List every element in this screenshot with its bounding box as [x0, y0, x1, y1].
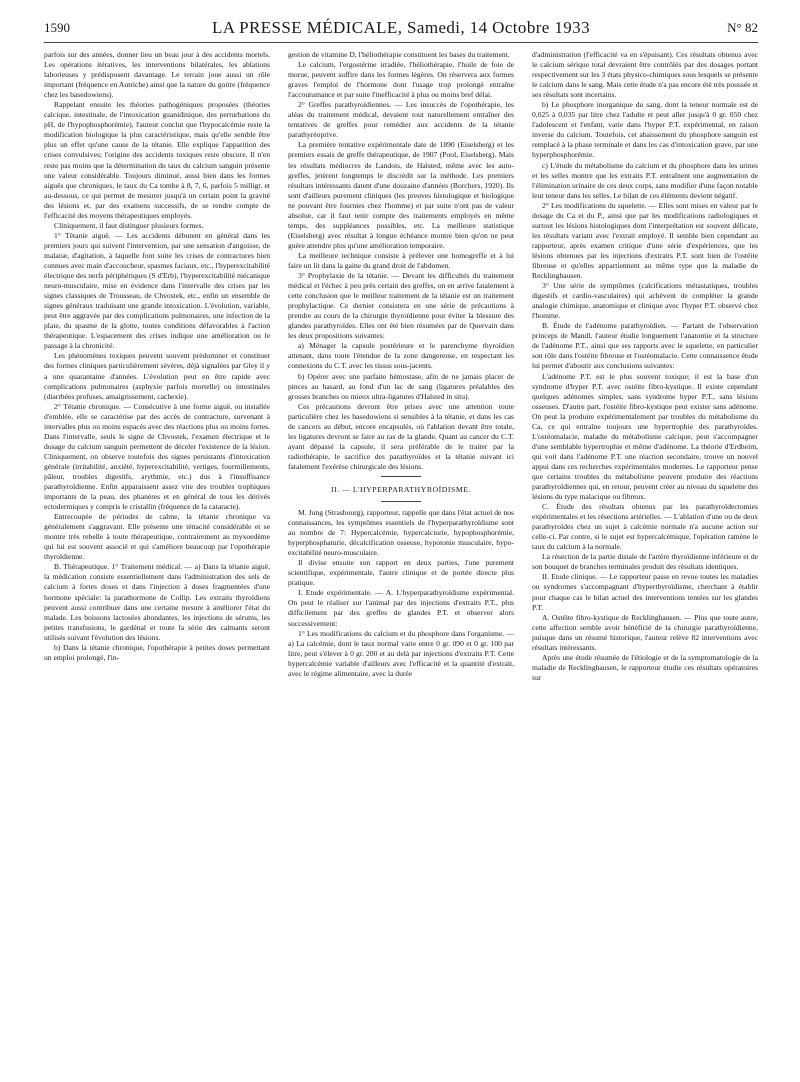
article-body — [44, 50, 758, 1072]
column-3 — [532, 50, 758, 1072]
paragraph: Il divise ensuite son rapport en deux parties, l'une purement scientifique, expérimentale, l'autre clinique et de portée directe plus pratique. — [288, 558, 514, 588]
header-rule — [44, 42, 758, 43]
paragraph: b) Le phosphore inorganique du sang, dont la teneur normale est de 0,025 à 0,035 par litre chez l'adulte et peut aller jusqu'à 0 gr. 050 chez l'adolescent et l'enfant, varie dans l'hyper P.T. expérimental, en raison inverse du calcium. Toutefois, cet abaissement du phosphore sanguin est remplacé à la phase terminale et dans les cas d'intoxication grave, par une hyperphosphorémie. — [532, 100, 758, 160]
paragraph: La meilleure technique consiste à prélever une homogreffe et à lui faire un lit dans la gaine du grand droit de l'abdomen. — [288, 250, 514, 270]
paragraph: B. Thérapeutique. 1° Traitement médical. — a) Dans la tétanie aiguë, la médication consiste essentiellement dans l'administration des sels de calcium à fortes doses et dans l'injection à doses fragmentées d'une hormone spéciale: la parathormone de Collip. Les extraits thyroïdiens peuvent aussi contribuer dans une certaine mesure à améliorer l'état du malade. Les boissons lactosées abondantes, les injections de sérums, les petites transfusions, le gardénal et toute la série des calmants seront utilisés suivant l'évolution des lésions. — [44, 562, 270, 642]
paragraph: Cliniquement, il faut distinguer plusieurs formes. — [54, 220, 204, 230]
paragraph: Les phénomènes toxiques peuvent souvent prédominer et constituer des formes cliniques particulièrement sévères, déjà signalées par Gley il y a une quarantaine d'années. L'évolution peut en être rapide avec complications pulmonaires (asphyxie parfois mortelle) ou intestinales (diarrhées profuses, amaigrissement, cachexie). — [44, 351, 270, 401]
publication-date: Samedi, 14 Octobre 1933 — [407, 18, 590, 37]
paragraph: Ces précautions devront être prises avec une attention toute particulière chez les basedowiens si sensibles à la tétanie, et dans les cas de cancers au début, encore encapsulés, où l'ablation devant être totale, les ligatures devront se faire au ras de la glande. Quant au cancer du C.T. ayant dépassé la capsule, il sera préférable de le traiter par la radiothérapie, le sacrifice des parathyroïdes et la tétanie suivant ici fatalement l'exérèse chirurgicale des lésions. — [288, 401, 514, 471]
paragraph: L'adénome P.T. est le plus souvent toxique; il est la base d'un syndrome d'hyper P.T. avec ostéite fibro-kystique. Il existe cependant quelques adénomes simples, sans syndrome hyper P.T., sans lésions osseuses. D'autre part, l'ostéite fibro-kystique peut exister sans adénome. On peut la produire expérimentalement par troubles du métabolisme du Ca, ce qui entraîne toujours une hypertrophie des parathyroïdes. L'ostéomalacie, maladie du métabolisme calcique, peut s'accompagner d'une semblable hypertrophie et même d'adénome. La théorie d'Erdheim, qui voit dans l'adénome P.T. une réaction secondaire, trouve un nouvel appui dans ces recherches expérimentales modernes. Le rapporteur pense que certains troubles du métabolisme peuvent produire des réactions parathyroïdiennes qui, en retour, peuvent créer au niveau du squelette des lésions du type malacique ou fibreux. — [532, 371, 758, 502]
paragraph: C. Étude des résultats obtenus par les parathyroïdectomies expérimentales et les résections artérielles. — L'ablation d'une ou de deux parathyroïdes chez un sujet à calcémie normale n'a aucune action sur celle-ci. Par contre, si le sujet est hypercalcémique, l'opération ramène le taux du calcium à la normale. — [532, 502, 758, 552]
section-divider — [381, 501, 421, 502]
paragraph: II. Etude clinique. — Le rapporteur passe en revue toutes les maladies ou syndromes s'accompagnant d'hyperthyroïdisme, cherchant à établir pour chaque cas le bilan actuel des interventions tentées sur les glandes P.T. — [532, 572, 758, 612]
paragraph: Rappelant ensuite les théories pathogéniques proposées (théories calcique, intestinale, de l'intoxication guanidinique, des perturbations du pH, de l'hypophosphorémie), l'auteur conclut que l'hypocalcémie reste la modification biologique la plus caractéristique, mais qu'elle semble être plus un effet qu'une cause de la tétanie. Elle explique l'apparition des crises convulsives; l'origine des accidents toxiques reste obscure. Il n'en reste pas moins que la détermination du taux du calcium sanguin présente une valeur considérable. Toujours diminué, aussi bien dans les formes aiguës que chroniques, le taux du Ca tombe à 8, 7, 6, parfois 5 milligr. et au-dessous, ce qui permet de mesurer jusqu'à un certain point la gravité des lésions et, par des examens successifs, de se rendre compte de l'efficacité des moyens thérapeutiques employés. — [44, 100, 270, 220]
paragraph: gestion de vitamine D, l'héliothérapie constituent les bases du traitement. — [288, 50, 510, 59]
paragraph: A. Ostéite fibro-kystique de Recklinghausen. — Plus que toute autre, cette affection semble avoir bénéficié de la chirurgie parathyroïdienne, puisque dans un résumé historique, l'auteur relève 82 interventions avec résultats intéressants. — [532, 612, 758, 652]
paragraph: b) Opérer avec une parfaite hémostase, afin de ne jamais placer de pinces au hasard, au fond d'un lac de sang (ligatures préalables des grosses branches ou mieux ultra-ligatures d'Halsted in situ). — [288, 371, 514, 401]
column-2 — [288, 50, 514, 1072]
issue-number: N° 82 — [727, 20, 758, 35]
paragraph: 1° Tétanie aiguë. — Les accidents débutent en général dans les premiers jours qui suivent l'intervention, par une sensation d'angoisse, de malaise, d'agitation, à laquelle font suite les crises de contractures bien connues avec main d'accoucheur, spasmes faciaux, etc., l'hyperexcitabilité électrique des nerfs périphériques (S d'Erb), l'hyperexcitabilité mécanique neuro-musculaire, mise en évidence dans l'intervalle des crises par les signes classiques de Trousseau, de Chvostek, etc., enfin un ensemble de signes généraux traduisant une grande intoxication. L'évolution, variable, peut être aggravée par des complications pulmonaires, une infection de la plaie, du spasme de la glotte, toutes conditions défavorables à l'action thérapeutique. L'espacement des crises indique une amélioration ou le passage à la chronicité. — [44, 230, 270, 351]
section-divider — [381, 476, 421, 477]
paragraph: Après une étude résumée de l'étiologie et de la symptomatologie de la maladie de Recklinghausen, le rapporteur étudie ces résultats opératoires sur — [532, 652, 758, 682]
running-title — [44, 18, 758, 38]
paragraph: La résection de la partie distale de l'artère thyroïdienne inférieure et de son bouquet de branches terminales produit des résultats identiques. — [532, 552, 758, 572]
paragraph: 2° Les modifications du squelette. — Elles sont mises en valeur par le dosage du Ca et du P., ainsi que par les modifications radiologiques et surtout les lésions histologiques dont l'interprétation est souvent délicate, les résultats variant avec l'extrait employé. Il semble bien cependant au rapporteur, après examen critique d'une série d'expériences, que les lésions obtenues par les injections d'extraits P.T. sont bien de l'ostéite fibreuse et qu'elles appartiennent au même type que la maladie de Recklinghausen. — [532, 200, 758, 281]
paragraph: 2° Greffes parathyroïdiennes. — Les insuccès de l'opothérapie, les aléas du traitement médical, devaient tout naturellement entraîner des tentatives de greffes pour remédier aux accidents de la tétanie parathyréoprive. — [288, 100, 514, 140]
paragraph: Entrecoupée de périodes de calme, la tétanie chronique va généralement s'aggravant. Elle présente une ténacité considérable et se montre très rebelle à toute thérapeutique, contrairement au myxoedème qui lui est souvent associé et qui s'améliore beaucoup par l'opothérapie thyroïdienne. — [44, 512, 270, 562]
paragraph: c) L'étude du métabolisme du calcium et du phosphore dans les urines et les selles montre que les extraits P.T. entraînent une augmentation de l'élimination urinaire de ces deux corps, sans modifier d'une façon notable leur teneur dans les selles. Le bilan de ces éléments devient négatif. — [532, 160, 758, 200]
paragraph: 3° Prophylaxie de la tétanie. — Devant les difficultés du traitement médical et l'échec à peu près certain des greffes, on en arrive fatalement à cette conclusion que le meilleur traitement de la tétanie est un traitement prophylactique. Ce dernier consistera en une série de précautions à prendre au cours de la chirurgie thyroïdienne pour éviter la blessure des glandes parathyroïdes. Elles ont été bien résumées par de Quervain dans les deux propositions suivantes: — [288, 271, 514, 341]
paragraph: La première tentative expérimentale date de 1890 (Eiselsberg) et les premiers essais de greffe thérapeutique, de 1907 (Pool, Eiselsberg). Mais les résultats médiocres de Landois, de Halsted, même avec les auto-greffes, jetèrent longtemps le discrédit sur la méthode. Les premiers résultats intéressants datent d'une douzaine d'années (Borchers, 1920). Ils sont d'ailleurs purement cliniques (les preuves histologique et biologique ne pouvant être fournies chez l'homme) et par suite n'ont pas de valeur absolue, car il faut tenir compte des traitements employés en même temps, des suppléances possibles, etc. La meilleure statistique (Eiselsberg) avec résultat à longue échéance montre bien qu'on ne peut guère attendre plus qu'une amélioration temporaire. — [288, 140, 514, 250]
publication-name: LA PRESSE MÉDICALE, — [212, 18, 403, 37]
paragraph: d'administration (l'efficacité va en s'épuisant). Ces résultats obtenus avec le calcium sérique total devraient être contrôlés par des dosages portant respectivement sur les 3 états physico-chimiques sous lesquels se présente le calcium dans le sang. Mais cette étude n'a pas encore été très poussée et ses résultats sont incertains. — [532, 50, 758, 100]
paragraph: B. Étude de l'adénome parathyroïdien. — Partant de l'observation princeps de Mandl, l'auteur étudie longuement l'anatomie et la structure de l'adénome P.T., ainsi que ses rapports avec le squelette, en particulier son rôle dans l'ostéite fibreuse et l'ostéomalacie. Cette connaissence étude lui permet d'aboutir aux conclusions suivantes: — [532, 321, 758, 371]
page-header — [44, 20, 758, 42]
section-title: II. — L'HYPERPARATHYROÏDISME. — [331, 484, 471, 494]
paragraph: M. Jung (Strasbourg), rapporteur, rappelle que dans l'état actuel de nos connaissances, les symptômes essentiels de l'hyperparathyroïdisme sont au nombre de 7: Hypercalcémie, hypercalciurie, hypophosphorémie, hyperphosphaturie, décalcification osseuse, hypotonie musculaire, hypo-excitabilité neuro-musculaire. — [288, 508, 514, 558]
paragraph: I. Etude expérimentale. — A. L'hyperparathyroïdisme expérimental. On peut le réaliser sur l'animal par des injections d'extraits P.T., plus difficilement par des greffes de glandes P.T. et observer alors successivement: — [288, 588, 514, 628]
column-1 — [44, 50, 270, 1072]
paragraph: 1° Les modifications du calcium et du phosphore dans l'organisme. — a) La calcémie, dont le taux normal varie entre 0 gr. 090 et 0 gr. 100 par litre, peut s'élever à 0 gr. 200 et au delà par injections d'extraits P.T. Cette hypercalcémie variable d'ailleurs avec l'efficacité et la quantité d'extrait, avec le régime alimentaire, avec la durée — [288, 628, 514, 678]
paragraph: 2° Tétanie chronique. — Consécutive à une forme aiguë, ou installée d'emblée, elle se caractérise par des accès de contracture, survenant à intervalles plus ou moins espacés avec des réactions plus ou moins fortes. Dans l'intervalle, seuls le signe de Chvostek, l'examen électrique et le dosage du calcium sanguin permettent de déceler l'existence de la lésion. Cliniquement, on observe toutefois des signes persistants d'intoxication générale (irritabilité, anxiété, hyperexcitabilité, vertiges, fourmillements, pâleur, troubles digestifs, arythmie, etc.) dus à l'insuffisance parathyroïdienne. Enfin apparaissent assez vite des troubles trophiques importants de la peau, des phanères et en général de tous les dérivés ectodermiques y compris le cristallin (fréquence de la cataracte). — [44, 401, 270, 512]
paragraph: 3° Une série de symptômes (calcifications métastatiques, troubles digestifs et cardio-vasculaires) qui achèvent de compléter la grande analogie chimique, anatomique et clinique avec l'hyper P.T. observé chez l'homme. — [532, 281, 758, 321]
paragraph: Le calcium, l'ergostérine irradiée, l'héliothérapie, l'huile de foie de morue, peuvent suffire dans les formes légères. On réservera aux formes graves l'emploi de l'hormone dont l'usage trop prolongé entraîne l'accoutumance et par suite l'inefficacité à plus ou moins bref délai. — [288, 60, 514, 100]
paragraph: a) Ménager la capsule postérieure et le parenchyme thyroïdien attenant, dans toute l'étendue de la zone dangereuse, en respectant les connexions du C.T. avec les tissus sous-jacents. — [288, 341, 514, 371]
paragraph: parfois sur des années, donner lieu un beau jour à des accidents mortels. Les opérations itératives, les interventions bilatérales, les ablations laborieuses y prédisposent davantage. Le terrain joue aussi un rôle important (fréquence en Autriche) ainsi que la nature du goitre (fréquence chez les basedowiens). — [44, 50, 270, 100]
page-number: 1590 — [44, 20, 70, 35]
paragraph: b) Dans la tétanie chronique, l'opothérapie à petites doses permettant un emploi prolongé, l'in- — [44, 642, 270, 662]
